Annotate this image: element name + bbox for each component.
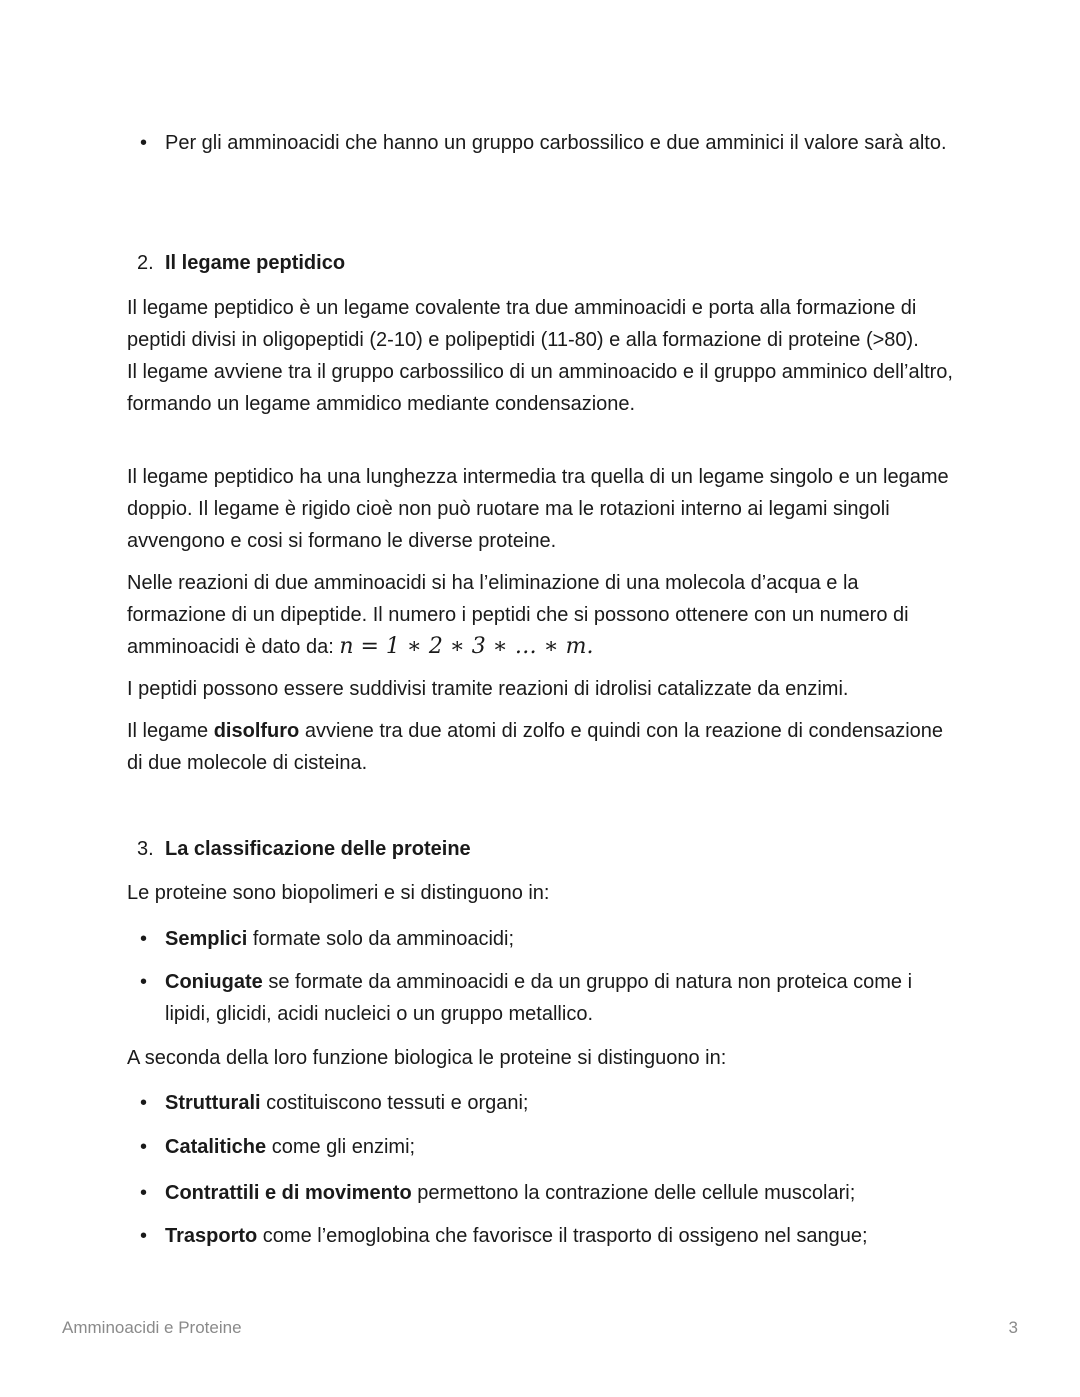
paragraph-text: Il legame [127,720,214,742]
bold-term: Trasporto [165,1225,258,1247]
bold-term: Strutturali [165,1092,261,1114]
bullet-icon: • [140,1182,148,1204]
paragraph-text: Le proteine sono biopolimeri e si distinguono in: [127,882,550,904]
section-heading-2 [137,247,345,279]
section-title: Il legame peptidico [165,252,346,274]
bullet-icon: • [140,971,148,993]
paragraph [127,461,957,557]
list-item-text: se formate da amminoacidi e da un gruppo di natura non proteica come i lipidi, glicidi, acidi nucleici o un gruppo metallico. [165,971,913,1025]
section-heading-3 [137,833,471,865]
paragraph-text: Nelle reazioni di due amminoacidi si ha l’eliminazione di una molecola d’acqua e la formazione di un dipeptide. Il numero i peptidi che si possono ottenere con un numero di amminoacidi è dato da: [127,572,909,658]
bullet-icon: • [140,1092,148,1114]
paragraph [127,673,957,705]
list-item-text: come l’emoglobina che favorisce il trasporto di ossigeno nel sangue; [257,1225,868,1247]
paragraph-text: Il legame avviene tra il gruppo carbossilico di un amminoacido e il gruppo amminico dell’altro, formando un legame ammidico mediante condensazione. [127,361,953,415]
bold-term: Coniugate [165,971,263,993]
bullet-icon: • [140,1136,148,1158]
bold-term: Contrattili e di movimento [165,1182,412,1204]
paragraph-text: A seconda della loro funzione biologica le proteine si distinguono in: [127,1047,727,1069]
bold-term: disolfuro [213,720,300,742]
list-item-text: formate solo da amminoacidi; [247,928,515,950]
footer-document-title: Amminoacidi e Proteine [62,1318,242,1337]
list-item-text: costituiscono tessuti e organi; [260,1092,529,1114]
list-item-text: come gli enzimi; [266,1136,416,1158]
list-item-text: Per gli amminoacidi che hanno un gruppo carbossilico e due amminici il valore sarà alto. [165,132,947,154]
bold-term: Catalitiche [165,1136,267,1158]
list-item-text: permettono la contrazione delle cellule muscolari; [411,1182,856,1204]
section-title: La classificazione delle proteine [165,838,471,860]
section-number: 2. [137,252,154,274]
paragraph-text: Il legame peptidico è un legame covalente tra due amminoacidi e porta alla formazione di peptidi divisi in oligopeptidi (2-10) e polipeptidi (11-80) e alla formazione di proteine (>80). [127,297,919,351]
paragraph-disulfide [127,715,957,779]
bullet-icon: • [140,928,148,950]
paragraph-text: avviene tra due atomi di zolfo e quindi con la reazione di condensazione di due molecole di cisteina. [127,720,944,774]
paragraph [127,567,957,663]
paragraph [127,1042,957,1074]
paragraph [127,292,957,420]
bold-term: Semplici [165,928,248,950]
paragraph-text: Il legame peptidico ha una lunghezza intermedia tra quella di un legame singolo e un legame doppio. Il legame è rigido cioè non può ruotare ma le rotazioni interno ai legami singoli avvengono e cosi si formano le diverse proteine. [127,466,949,552]
bullet-icon: • [140,132,148,154]
paragraph [127,877,957,909]
section-number: 3. [137,838,154,860]
formula [339,634,593,659]
footer-page-number: 3 [1008,1318,1018,1337]
paragraph-text: I peptidi possono essere suddivisi tramite reazioni di idrolisi catalizzate da enzimi. [127,678,849,700]
formula-text: n = 1 ∗ 2 ∗ 3 ∗ … ∗ m. [339,634,594,659]
bullet-icon: • [140,1225,148,1247]
